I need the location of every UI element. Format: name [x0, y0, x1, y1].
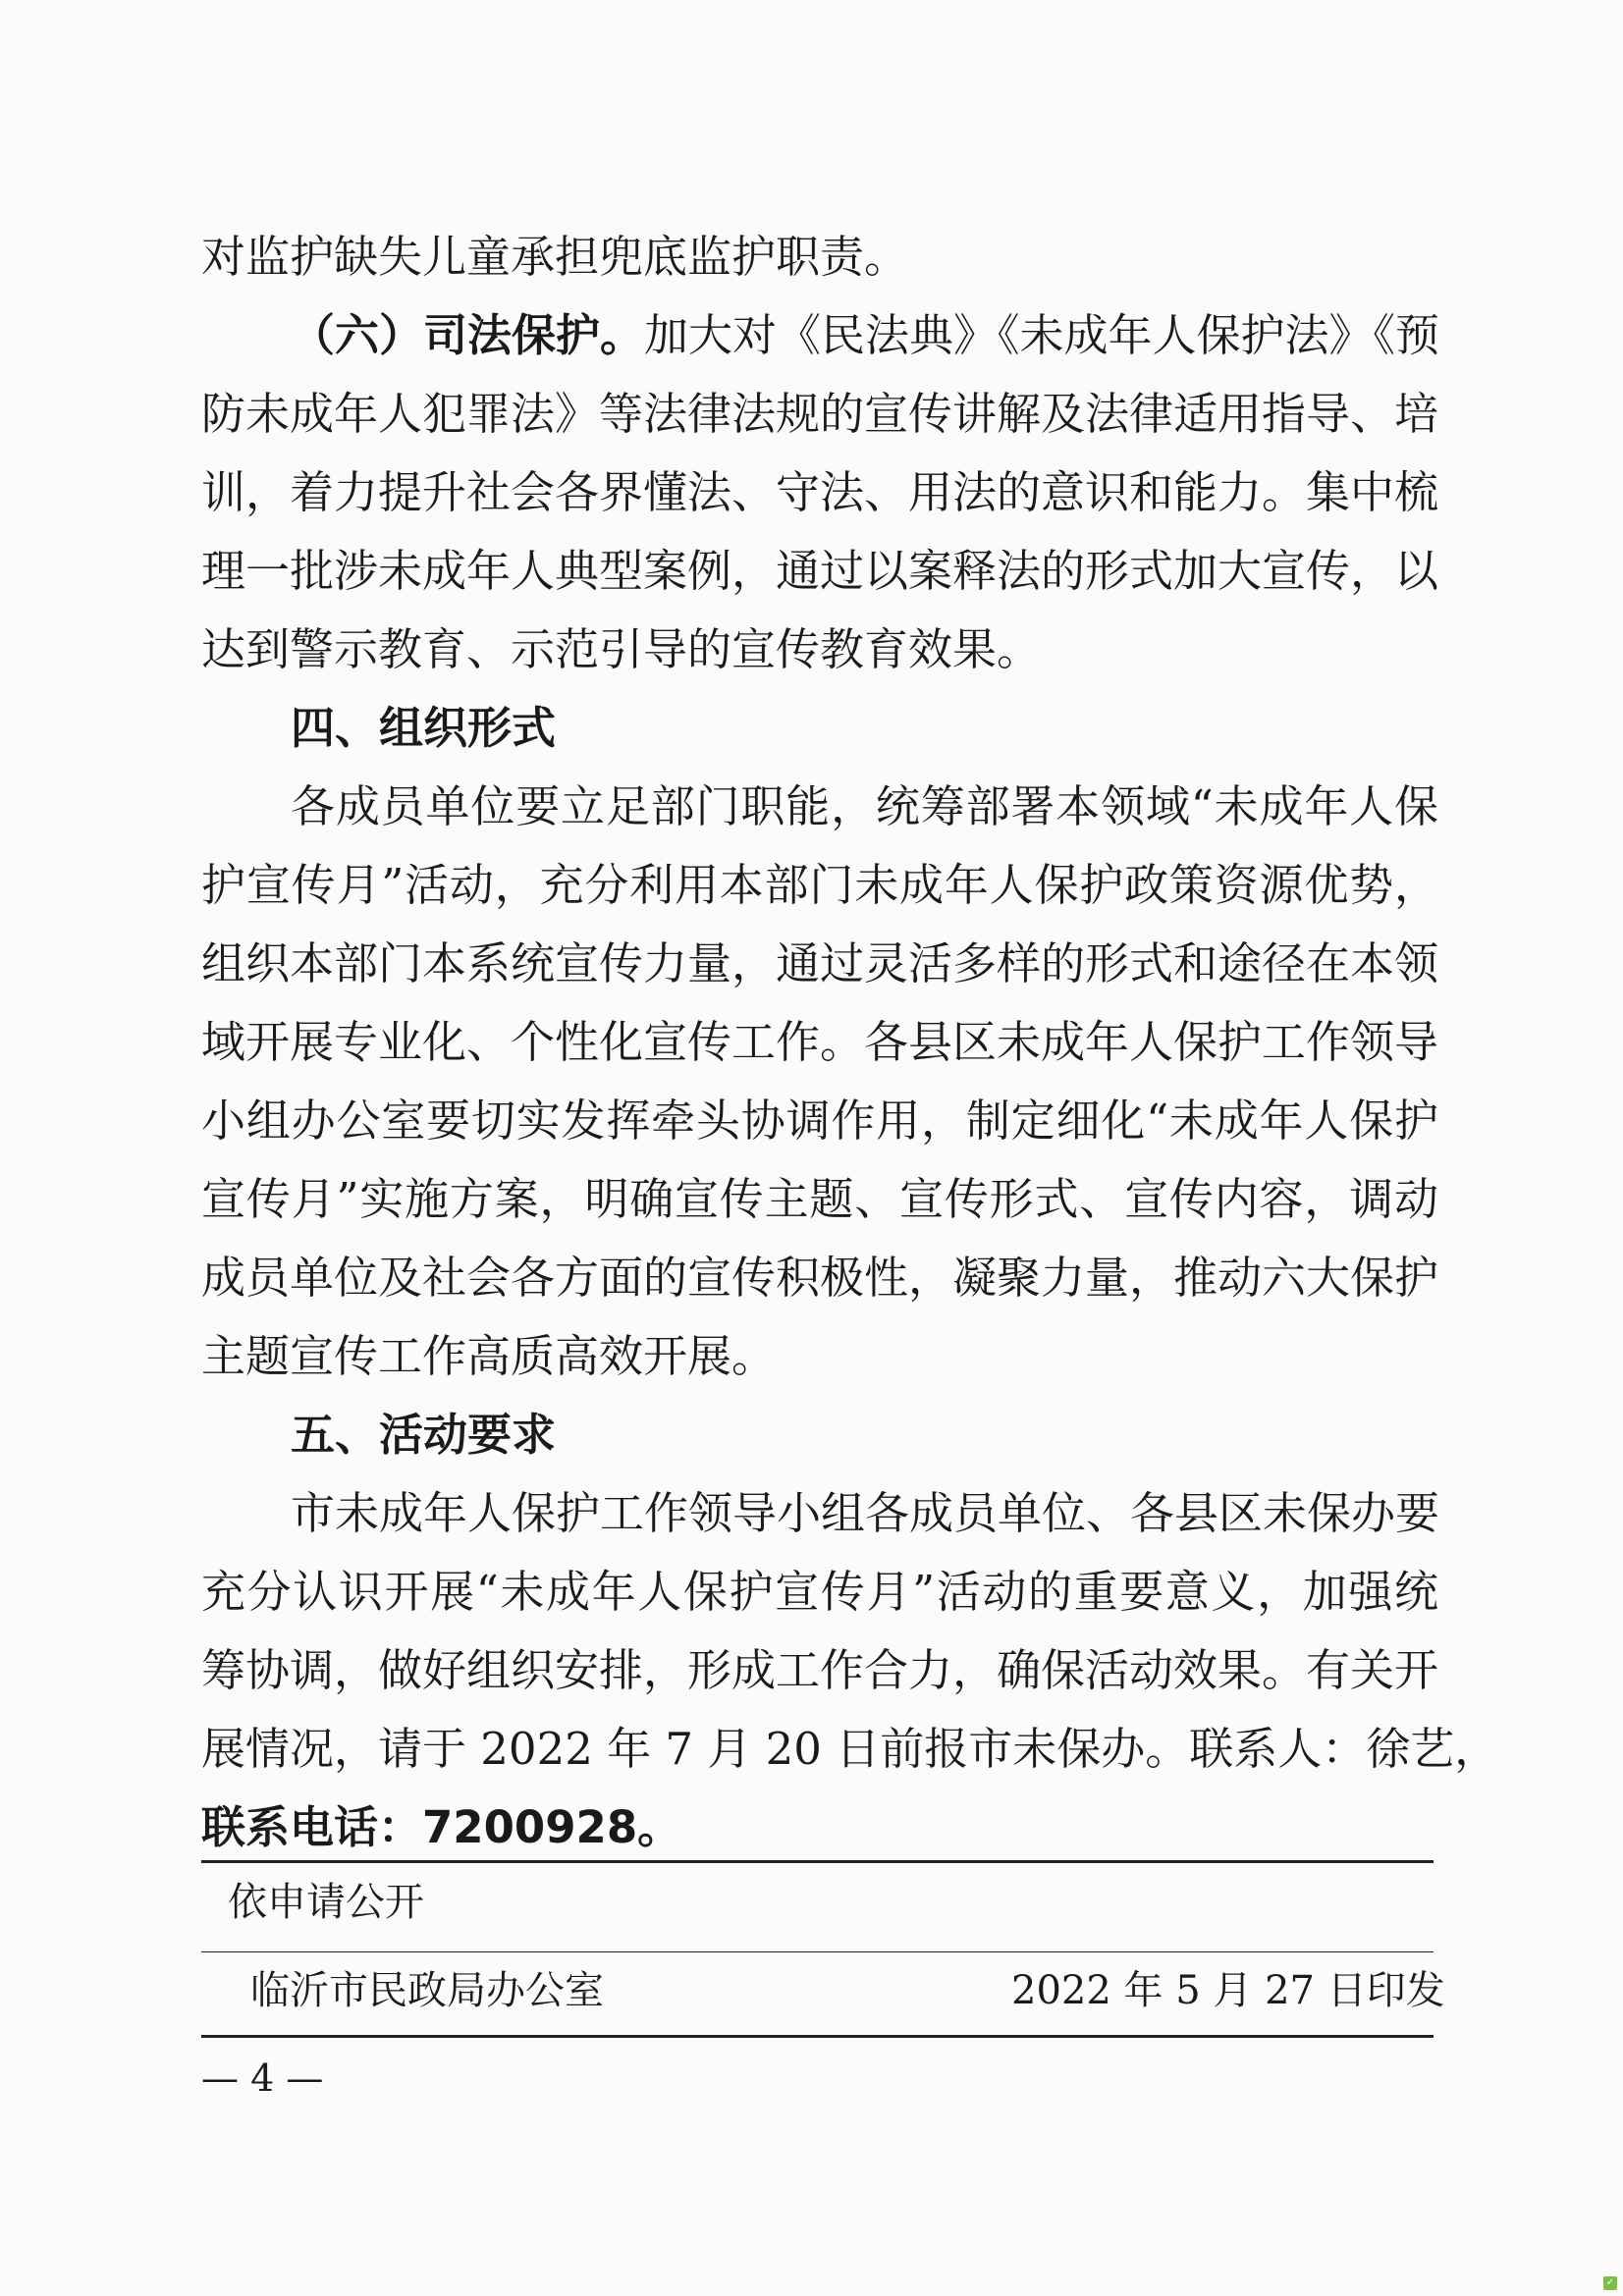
paragraph-line: 主题宣传工作高质高效开展。 — [201, 1330, 777, 1382]
paragraph-line: 理一批涉未成年人典型案例，通过以案释法的形式加大宣传，以 — [201, 545, 1439, 597]
paragraph-line: 训，着力提升社会各界懂法、守法、用法的意识和能力。集中梳 — [201, 466, 1439, 518]
paragraph-line: 宣传月”实施方案，明确宣传主题、宣传形式、宣传内容，调动 — [201, 1173, 1438, 1225]
issue-date: 2022 年 5 月 27 日印发 — [1011, 1968, 1445, 2013]
paragraph-line: 对监护缺失儿童承担兜底监护职责。 — [201, 231, 909, 283]
paragraph-line: 组织本部门本系统宣传力量，通过灵活多样的形式和途径在本领 — [201, 937, 1439, 989]
paragraph-line: 域开展专业化、个性化宣传工作。各县区未成年人保护工作领导 — [201, 1016, 1439, 1068]
footer-bottom-rule — [201, 2035, 1434, 2038]
subsection-title: （六）司法保护。 — [291, 309, 645, 361]
paragraph-line: 小组办公室要切实发挥牵头协调作用，制定细化“未成年人保护 — [201, 1095, 1438, 1147]
paragraph-line: 筹协调，做好组织安排，形成工作合力，确保活动效果。有关开 — [201, 1644, 1439, 1696]
paragraph-line — [291, 306, 1438, 365]
paragraph-line: 各成员单位要立足部门职能，统筹部署本领域“未成年人保 — [291, 780, 1438, 832]
paragraph-text: 加大对《民法典》《未成年人保护法》《预 — [644, 309, 1440, 361]
paragraph-line: 市未成年人保护工作领导小组各成员单位、各县区未保办要 — [291, 1487, 1440, 1539]
corner-badge-icon: ✓ — [1603, 2276, 1617, 2290]
section-heading: 四、组织形式 — [291, 702, 557, 754]
paragraph-line: 展情况，请于 2022 年 7 月 20 日前报市未保办。联系人：徐艺， — [201, 1723, 1499, 1775]
paragraph-line: 护宣传月”活动，充分利用本部门未成年人保护政策资源优势， — [201, 859, 1438, 911]
section-heading: 五、活动要求 — [291, 1409, 557, 1461]
page-number: — 4 — — [201, 2056, 324, 2100]
paragraph-line: 充分认识开展“未成年人保护宣传月”活动的重要意义，加强统 — [201, 1566, 1438, 1618]
footer-top-rule — [201, 1860, 1434, 1863]
paragraph-line: 防未成年人犯罪法》等法律法规的宣传讲解及法律适用指导、培 — [201, 388, 1439, 440]
footer-middle-rule — [201, 1951, 1434, 1952]
paragraph-line: 达到警示教育、示范引导的宣传教育效果。 — [201, 623, 1042, 675]
disclosure-label: 依申请公开 — [228, 1880, 424, 1925]
issuer-name: 临沂市民政局办公室 — [250, 1968, 604, 2013]
paragraph-line: 联系电话：7200928。 — [201, 1801, 682, 1853]
paragraph-line: 成员单位及社会各方面的宣传积极性，凝聚力量，推动六大保护 — [201, 1252, 1439, 1304]
